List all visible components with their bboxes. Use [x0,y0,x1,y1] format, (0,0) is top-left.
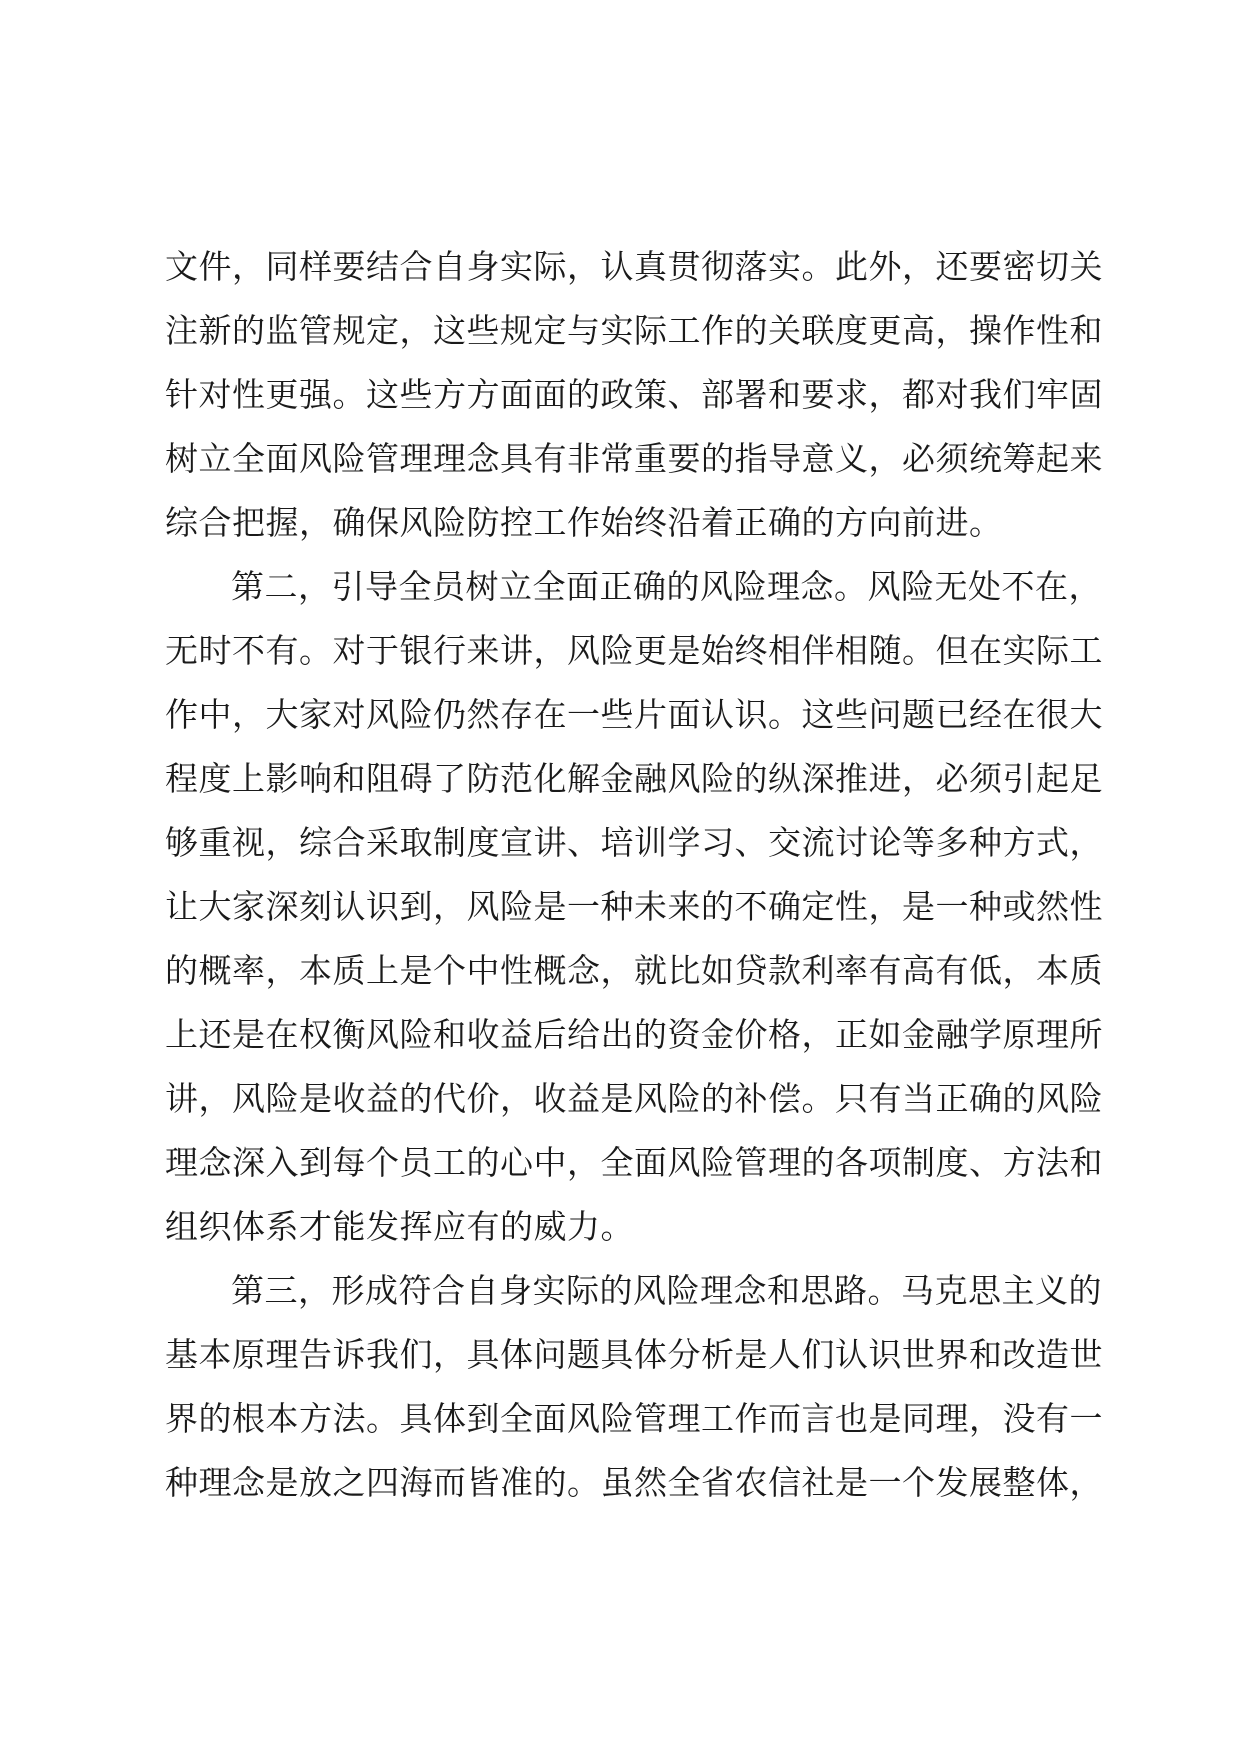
text-line: 树立全面风险管理理念具有非常重要的指导意义，必须统筹起来 [165,439,1103,478]
text-line: 界的根本方法。具体到全面风险管理工作而言也是同理，没有一 [165,1399,1103,1438]
text-line: 第二，引导全员树立全面正确的风险理念。风险无处不在， [231,567,1102,606]
text-line: 种理念是放之四海而皆准的。虽然全省农信社是一个发展整体， [165,1463,1103,1502]
document-body [165,235,1103,1515]
text-line: 基本原理告诉我们，具体问题具体分析是人们认识世界和改造世 [165,1335,1103,1374]
text-line: 讲，风险是收益的代价，收益是风险的补偿。只有当正确的风险 [165,1079,1103,1118]
paragraph-1 [165,235,1103,555]
text-line: 上还是在权衡风险和收益后给出的资金价格，正如金融学原理所 [165,1015,1103,1054]
text-line: 够重视，综合采取制度宣讲、培训学习、交流讨论等多种方式， [165,823,1103,862]
text-line: 针对性更强。这些方方面面的政策、部署和要求，都对我们牢固 [165,375,1103,414]
text-line: 第三，形成符合自身实际的风险理念和思路。马克思主义的 [231,1271,1102,1310]
paragraph-2 [165,555,1103,1259]
text-line: 无时不有。对于银行来讲，风险更是始终相伴相随。但在实际工 [165,631,1103,670]
text-line: 注新的监管规定，这些规定与实际工作的关联度更高，操作性和 [165,311,1103,350]
text-line: 组织体系才能发挥应有的威力。 [165,1207,634,1246]
text-line: 让大家深刻认识到，风险是一种未来的不确定性，是一种或然性 [165,887,1103,926]
text-line: 的概率，本质上是个中性概念，就比如贷款利率有高有低，本质 [165,951,1103,990]
text-line: 理念深入到每个员工的心中，全面风险管理的各项制度、方法和 [165,1143,1103,1182]
text-line: 作中，大家对风险仍然存在一些片面认识。这些问题已经在很大 [165,695,1103,734]
text-line: 文件，同样要结合自身实际，认真贯彻落实。此外，还要密切关 [165,247,1103,286]
text-line: 程度上影响和阻碍了防范化解金融风险的纵深推进，必须引起足 [165,759,1103,798]
paragraph-3 [165,1259,1103,1515]
text-line: 综合把握，确保风险防控工作始终沿着正确的方向前进。 [165,503,1003,542]
